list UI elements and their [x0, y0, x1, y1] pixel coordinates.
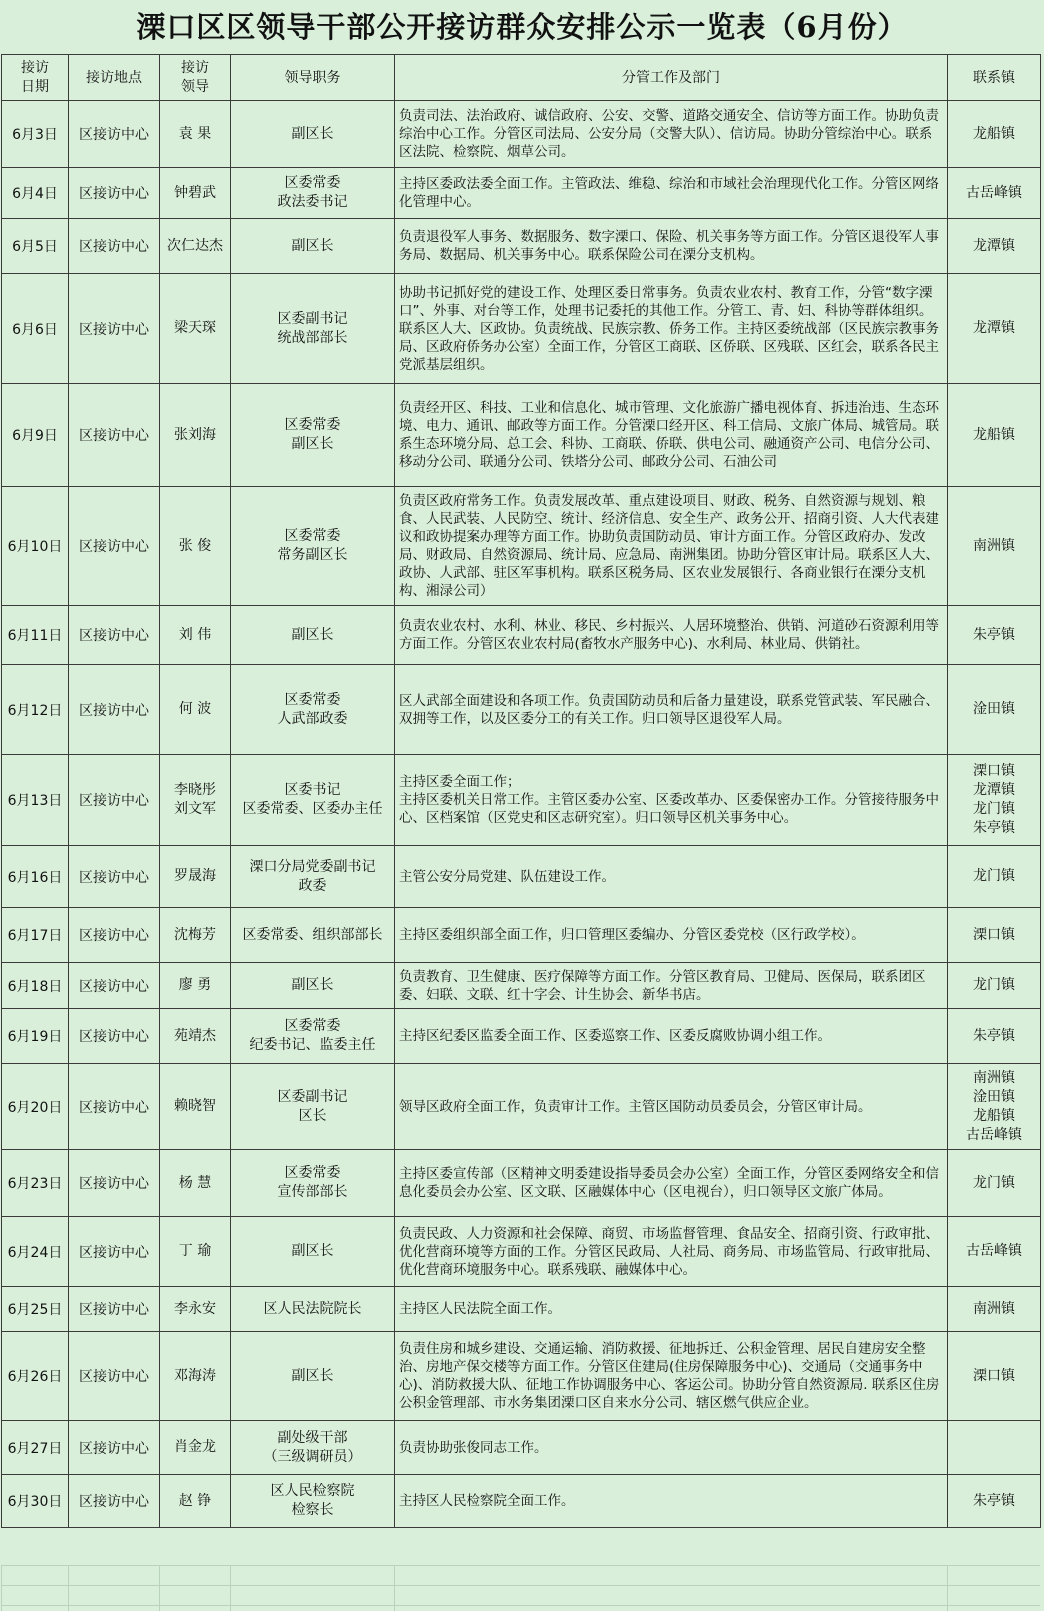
cell-place: 区接访中心	[69, 274, 160, 384]
cell-position: 副区长	[231, 1217, 395, 1287]
cell-place: 区接访中心	[69, 101, 160, 168]
cell-date: 6月11日	[2, 606, 69, 665]
cell-place: 区接访中心	[69, 168, 160, 219]
cell-duties: 主持区纪委区监委全面工作、区委巡察工作、区委反腐败协调小组工作。	[395, 1009, 948, 1064]
cell-town: 龙门镇	[948, 846, 1041, 908]
header-duties: 分管工作及部门	[395, 55, 948, 101]
cell-town: 龙潭镇	[948, 219, 1041, 274]
cell-duties: 区人武部全面建设和各项工作。负责国防动员和后备力量建设，联系党管武装、军民融合、双拥等工作，以及区委分工的有关工作。归口领导区退役军人局。	[395, 665, 948, 755]
cell-place: 区接访中心	[69, 606, 160, 665]
cell-leader: 梁天琛	[160, 274, 231, 384]
cell-date: 6月16日	[2, 846, 69, 908]
cell-town: 龙门镇	[948, 963, 1041, 1009]
cell-leader: 肖金龙	[160, 1421, 231, 1475]
table-row	[2, 1421, 1041, 1475]
header-position: 领导职务	[231, 55, 395, 101]
cell-duties: 主持区人民检察院全面工作。	[395, 1475, 948, 1528]
cell-leader: 李永安	[160, 1287, 231, 1332]
header-date: 接访 日期	[2, 55, 69, 101]
cell-place: 区接访中心	[69, 1332, 160, 1421]
table-row	[2, 665, 1041, 755]
cell-place: 区接访中心	[69, 1064, 160, 1150]
cell-leader: 袁 果	[160, 101, 231, 168]
cell-town: 朱亭镇	[948, 606, 1041, 665]
cell-town: 古岳峰镇	[948, 1217, 1041, 1287]
cell-leader: 刘 伟	[160, 606, 231, 665]
cell-place: 区接访中心	[69, 1217, 160, 1287]
cell-leader: 苑靖杰	[160, 1009, 231, 1064]
cell-place: 区接访中心	[69, 1009, 160, 1064]
cell-position: 区委副书记 区长	[231, 1064, 395, 1150]
cell-position: 副区长	[231, 101, 395, 168]
cell-duties: 负责经开区、科技、工业和信息化、城市管理、文化旅游广播电视体育、拆违治违、生态环境、电力、通讯、邮政等方面工作。分管溧口经开区、科工信局、文旅广体局、城管局。联系生态环境分局、总工会、科协、工商联、侨联、供电公司、融通资产公司、电信分公司、移动分公司、联通分公司、铁塔分公司、邮政分公司、石油公司	[395, 384, 948, 487]
cell-date: 6月5日	[2, 219, 69, 274]
cell-duties: 主持区委全面工作； 主持区委机关日常工作。主管区委办公室、区委改革办、区委保密办工作。分管接待服务中心、区档案馆（区党史和区志研究室）。归口领导区机关事务中心。	[395, 755, 948, 846]
cell-duties: 负责民政、人力资源和社会保障、商贸、市场监督管理、食品安全、招商引资、行政审批、优化营商环境等方面的工作。分管区民政局、人社局、商务局、市场监管局、行政审批局、优化营商环境服务中心。联系残联、融媒体中心。	[395, 1217, 948, 1287]
cell-town: 南洲镇	[948, 487, 1041, 606]
table-row	[2, 908, 1041, 963]
table-row	[2, 963, 1041, 1009]
table-row	[2, 755, 1041, 846]
table-row	[2, 1287, 1041, 1332]
cell-place: 区接访中心	[69, 1421, 160, 1475]
cell-town: 溧口镇	[948, 908, 1041, 963]
table-row	[2, 1217, 1041, 1287]
cell-duties: 主持区委组织部全面工作，归口管理区委编办、分管区委党校（区行政学校）。	[395, 908, 948, 963]
table-row	[2, 487, 1041, 606]
cell-place: 区接访中心	[69, 1287, 160, 1332]
page-title: 溧口区区领导干部公开接访群众安排公示一览表（6月份）	[136, 10, 908, 44]
cell-position: 区委常委 副区长	[231, 384, 395, 487]
cell-duties: 领导区政府全面工作，负责审计工作。主管区国防动员委员会，分管区审计局。	[395, 1064, 948, 1150]
cell-place: 区接访中心	[69, 487, 160, 606]
cell-duties: 主持区人民法院全面工作。	[395, 1287, 948, 1332]
cell-town: 古岳峰镇	[948, 168, 1041, 219]
table-row	[2, 101, 1041, 168]
cell-date: 6月25日	[2, 1287, 69, 1332]
cell-duties: 负责区政府常务工作。负责发展改革、重点建设项目、财政、税务、自然资源与规划、粮食、人民武装、人民防空、统计、经济信息、安全生产、政务公开、招商引资、人大代表建议和政协提案办理等方面工作。协助负责国防动员、审计方面工作。分管区政府办、发改局、财政局、自然资源局、统计局、应急局、南洲集团。协助分管区审计局。联系区人大、政协、人武部、驻区军事机构。联系区税务局、区农业发展银行、各商业银行在溧分支机构、湘渌公司）	[395, 487, 948, 606]
cell-date: 6月12日	[2, 665, 69, 755]
cell-date: 6月19日	[2, 1009, 69, 1064]
cell-duties: 协助书记抓好党的建设工作、处理区委日常事务。负责农业农村、教育工作，分管“数字溧口”、外事、对台等工作，处理书记委托的其他工作。分管工、青、妇、科协等群体组织。联系区人大、区政协。负责统战、民族宗教、侨务工作。主持区委统战部（区民族宗教事务局、区政府侨务办公室）全面工作，分管区工商联、区侨联、区残联、区红会，联系各民主党派基层组织。	[395, 274, 948, 384]
cell-leader: 张刘海	[160, 384, 231, 487]
cell-position: 区委常委 政法委书记	[231, 168, 395, 219]
table-row	[2, 1064, 1041, 1150]
cell-duties: 负责退役军人事务、数据服务、数字溧口、保险、机关事务等方面工作。分管区退役军人事务局、数据局、机关事务中心。联系保险公司在溧分支机构。	[395, 219, 948, 274]
table-row	[2, 219, 1041, 274]
cell-position: 区委常委 纪委书记、监委主任	[231, 1009, 395, 1064]
cell-position: 区委书记 区委常委、区委办主任	[231, 755, 395, 846]
cell-town: 龙船镇	[948, 384, 1041, 487]
cell-town: 南洲镇 淦田镇 龙船镇 古岳峰镇	[948, 1064, 1041, 1150]
cell-duties: 负责住房和城乡建设、交通运输、消防救援、征地拆迁、公积金管理、居民自建房安全整治、房地产保交楼等方面工作。分管区住建局(住房保障服务中心)、交通局（交通事务中心)、消防救援大队、征地工作协调服务中心、客运公司。协助分管自然资源局. 联系区住房公积金管理部、市水务集团溧口区自来水分公司、辖区燃气供应企业。	[395, 1332, 948, 1421]
cell-position: 区委副书记 统战部部长	[231, 274, 395, 384]
cell-date: 6月17日	[2, 908, 69, 963]
table-row	[2, 1150, 1041, 1217]
cell-town: 溧口镇	[948, 1332, 1041, 1421]
table-row	[2, 384, 1041, 487]
table-row	[2, 274, 1041, 384]
cell-date: 6月23日	[2, 1150, 69, 1217]
cell-leader: 邓海涛	[160, 1332, 231, 1421]
table-row	[2, 846, 1041, 908]
cell-town: 朱亭镇	[948, 1009, 1041, 1064]
cell-date: 6月10日	[2, 487, 69, 606]
cell-date: 6月18日	[2, 963, 69, 1009]
cell-date: 6月27日	[2, 1421, 69, 1475]
cell-duties: 主持区委政法委全面工作。主管政法、维稳、综治和市域社会治理现代化工作。分管区网络化管理中心。	[395, 168, 948, 219]
cell-duties: 负责协助张俊同志工作。	[395, 1421, 948, 1475]
cell-duties: 负责教育、卫生健康、医疗保障等方面工作。分管区教育局、卫健局、医保局，联系团区委、妇联、文联、红十字会、计生协会、新华书店。	[395, 963, 948, 1009]
empty-grid-area	[1, 1565, 1040, 1611]
table-body	[2, 101, 1041, 1528]
cell-town: 淦田镇	[948, 665, 1041, 755]
cell-place: 区接访中心	[69, 1150, 160, 1217]
cell-date: 6月26日	[2, 1332, 69, 1421]
cell-place: 区接访中心	[69, 908, 160, 963]
cell-leader: 杨 慧	[160, 1150, 231, 1217]
cell-leader: 张 俊	[160, 487, 231, 606]
cell-position: 区委常委、组织部部长	[231, 908, 395, 963]
cell-date: 6月30日	[2, 1475, 69, 1528]
cell-position: 区委常委 宣传部部长	[231, 1150, 395, 1217]
cell-leader: 李晓彤 刘文军	[160, 755, 231, 846]
cell-leader: 沈梅芳	[160, 908, 231, 963]
cell-date: 6月9日	[2, 384, 69, 487]
cell-place: 区接访中心	[69, 755, 160, 846]
cell-position: 区委常委 人武部政委	[231, 665, 395, 755]
cell-place: 区接访中心	[69, 665, 160, 755]
cell-duties: 主管公安分局党建、队伍建设工作。	[395, 846, 948, 908]
cell-place: 区接访中心	[69, 846, 160, 908]
table-row	[2, 1009, 1041, 1064]
cell-town: 朱亭镇	[948, 1475, 1041, 1528]
cell-position: 副区长	[231, 1332, 395, 1421]
cell-position: 副处级干部 （三级调研员）	[231, 1421, 395, 1475]
cell-date: 6月6日	[2, 274, 69, 384]
cell-leader: 次仁达杰	[160, 219, 231, 274]
schedule-table	[1, 54, 1041, 1528]
cell-position: 区委常委 常务副区长	[231, 487, 395, 606]
cell-place: 区接访中心	[69, 219, 160, 274]
cell-leader: 丁 瑜	[160, 1217, 231, 1287]
cell-date: 6月13日	[2, 755, 69, 846]
cell-position: 区人民法院院长	[231, 1287, 395, 1332]
cell-town: 龙潭镇	[948, 274, 1041, 384]
cell-town: 龙门镇	[948, 1150, 1041, 1217]
cell-position: 溧口分局党委副书记 政委	[231, 846, 395, 908]
cell-town: 溧口镇 龙潭镇 龙门镇 朱亭镇	[948, 755, 1041, 846]
cell-date: 6月4日	[2, 168, 69, 219]
header-leader: 接访 领导	[160, 55, 231, 101]
cell-leader: 钟碧武	[160, 168, 231, 219]
cell-place: 区接访中心	[69, 384, 160, 487]
table-row	[2, 606, 1041, 665]
cell-leader: 赵 铮	[160, 1475, 231, 1528]
header-place: 接访地点	[69, 55, 160, 101]
cell-date: 6月3日	[2, 101, 69, 168]
cell-leader: 何 波	[160, 665, 231, 755]
cell-position: 区人民检察院 检察长	[231, 1475, 395, 1528]
cell-position: 副区长	[231, 219, 395, 274]
cell-town: 南洲镇	[948, 1287, 1041, 1332]
cell-leader: 罗晟海	[160, 846, 231, 908]
cell-place: 区接访中心	[69, 1475, 160, 1528]
cell-leader: 赖晓智	[160, 1064, 231, 1150]
table-row	[2, 168, 1041, 219]
cell-position: 副区长	[231, 963, 395, 1009]
cell-date: 6月20日	[2, 1064, 69, 1150]
cell-duties: 负责司法、法治政府、诚信政府、公安、交警、道路交通安全、信访等方面工作。协助负责综治中心工作。分管区司法局、公安分局（交警大队）、信访局。协助分管综治中心。联系区法院、检察院、烟草公司。	[395, 101, 948, 168]
header-town: 联系镇	[948, 55, 1041, 101]
header-row	[2, 55, 1041, 101]
cell-duties: 主持区委宣传部（区精神文明委建设指导委员会办公室）全面工作，分管区委网络安全和信息化委员会办公室、区文联、区融媒体中心（区电视台），归口领导区文旅广体局。	[395, 1150, 948, 1217]
cell-position: 副区长	[231, 606, 395, 665]
cell-leader: 廖 勇	[160, 963, 231, 1009]
cell-town: 龙船镇	[948, 101, 1041, 168]
table-row	[2, 1475, 1041, 1528]
cell-place: 区接访中心	[69, 963, 160, 1009]
table-row	[2, 1332, 1041, 1421]
cell-town	[948, 1421, 1041, 1475]
cell-duties: 负责农业农村、水利、林业、移民、乡村振兴、人居环境整治、供销、河道砂石资源利用等方面工作。分管区农业农村局(畜牧水产服务中心)、水利局、林业局、供销社。	[395, 606, 948, 665]
cell-date: 6月24日	[2, 1217, 69, 1287]
